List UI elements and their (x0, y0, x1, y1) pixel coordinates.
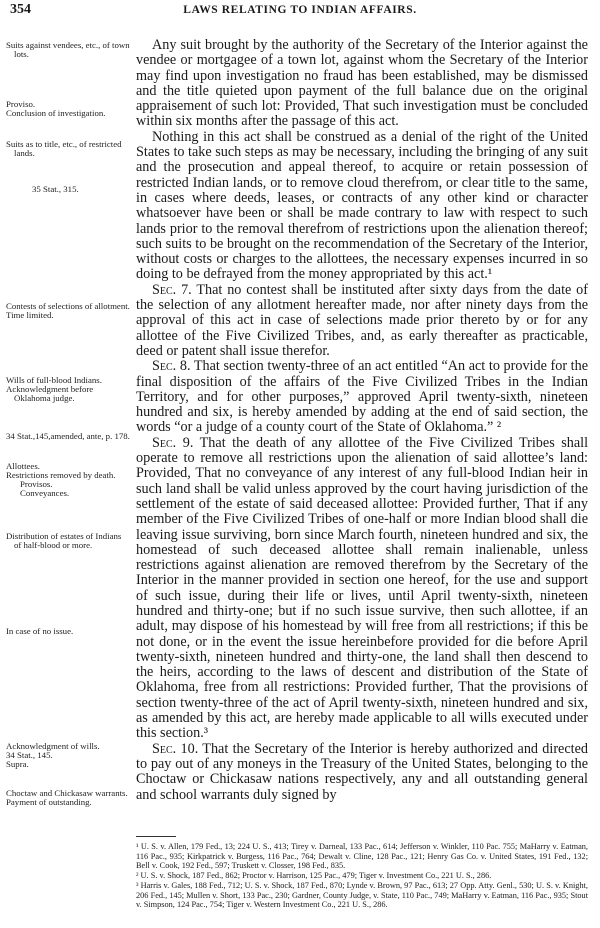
margin-note (6, 742, 130, 769)
section-label: Sec. 7. (152, 281, 192, 298)
paragraph (136, 359, 588, 435)
margin-note-line: Wills of full-blood Indians. (6, 375, 102, 385)
page-number: 354 (10, 2, 31, 17)
margin-note (6, 789, 130, 807)
margin-note (6, 627, 130, 636)
margin-note-line: 34 Stat.,145,amended, ante, p. 178. (6, 431, 130, 441)
margin-note-line: 35 Stat., 315. (32, 184, 79, 194)
paragraph-text: Nothing in this act shall be construed as a denial of the right of the United States to take such steps as may be necessary, including the bringing of any suit and the prosecution and appeal thereof, to acquire or retain possession of restricted Indian lands, or to remove cloud therefrom, or clear title to the same, in cases where deeds, leases, or contracts of any other kind or character whatsoever have been or shall be made contrary to law with respect to such lands prior to the removal therefrom of restrictions upon the alienation thereof; such suits to be brought on the recommendation of the Secretary of the Interior, without costs or charges to the allottees, the necessary expenses incurred in so doing to be defrayed from the money appropriated by this act.¹ (136, 128, 588, 283)
margin-note (6, 462, 130, 498)
margin-note (6, 532, 130, 550)
paragraph (136, 436, 588, 742)
paragraph-text: That the Secretary of the Interior is hereby authorized and directed to pay out of any moneys in the Treasury of the United States, belonging to the Choctaw or Chickasaw nations respectively, any and all outstanding general and school warrants duly signed by (136, 740, 588, 803)
margin-note (6, 302, 130, 320)
body-text (136, 38, 588, 803)
margin-note-line: Conveyances. (20, 488, 70, 498)
paragraph (136, 130, 588, 283)
margin-note-line: Contests of selections of allotment. (6, 301, 130, 311)
margin-note (6, 376, 130, 403)
footnote: ¹ U. S. v. Allen, 179 Fed., 13; 224 U. S., 413; Tirey v. Darneal, 133 Pac., 614; Jefferson v. Winkler, 110 Pac. 755; MaHarry v. Eatman, 116 Pac., 935; Kirkpatrick v. Burgess, 116 Pac., 764; Dewalt v. Cline, 128 Pac., 121; Henry Gas Co. v. United States, 191 Fed., 132; Bell v. Cook, 192 Fed., 597; Truskett v. Closser, 198 Fed., 835. (136, 842, 588, 871)
section-label: Sec. 10. (152, 740, 199, 757)
margin-note (6, 432, 130, 441)
margin-note-line: Time limited. (6, 310, 54, 320)
paragraph-text: That no contest shall be instituted after sixty days from the date of the selection of any allotment hereafter made, nor after ninety days from the approval of this act in case of selections made prior thereto by or for any allottee of the Five Civilized Tribes, and, as early thereafter as practicable, deed or patent shall issue therefor. (136, 281, 589, 359)
margin-note-line: Distribution of estates of Indians of half-blood or more. (6, 531, 122, 550)
paragraph (136, 742, 588, 803)
section-label: Sec. 8. (152, 358, 191, 375)
margin-note (6, 100, 130, 118)
footnote: ² U. S. v. Shock, 187 Fed., 862; Proctor v. Harrison, 125 Pac., 479; Tiger v. Investment Co., 221 U. S., 286. (136, 871, 492, 881)
margin-note (6, 41, 130, 59)
margin-note-line: Restrictions removed by death. (6, 470, 116, 480)
footnotes (136, 842, 588, 910)
margin-note-line: In case of no issue. (6, 626, 74, 636)
margin-note-line: Provisos. (20, 479, 53, 489)
margin-note-line: Acknowledgment of wills. (6, 741, 100, 751)
margin-note-line: Supra. (6, 759, 29, 769)
paragraph (136, 283, 588, 359)
margin-note-line: Allottees. (6, 461, 40, 471)
footnote-divider (136, 836, 176, 837)
margin-note-line: Conclusion of investigation. (6, 108, 106, 118)
margin-note-line: 34 Stat., 145. (6, 750, 53, 760)
paragraph-text: That the death of any allottee of the Five Civilized Tribes shall operate to remove all restrictions upon the alienation of said allottee’s land: Provided, That no conveyance of any interest of any full-blood Indian heir in such land shall be valid unless approved by the court having jurisdiction of the settlement of the estate of said deceased allottee: Provided further, That if any member of the Five Civilized Tribes of one-half or more Indian blood shall die leaving issue surviving, born since March fourth, nineteen hundred and six, the homestead of such deceased allottee shall remain inalienable, unless restrictions against alienation are removed therefrom by the Secretary of the Interior in the manner provided in section one hereof, for the use and support of such issue, during their life or lives, until April twenty-sixth, nineteen hundred and thirty-one; but if no such issue survive, then such allottee, if an adult, may dispose of his homestead by will free from all restrictions; if this be not done, or in the event the issue hereinbefore provided for die before April twenty-sixth, nineteen hundred and thirty-one, the land shall then descend to the heirs, according to the laws of descent and distribution of the State of Oklahoma, free from all restrictions: Provided further, That the provisions of section twenty-three of the act of April twenty-sixth, nineteen hundred and six, as amended by this act, are hereby made applicable to all wills executed under this section.³ (136, 434, 589, 742)
margin-note-line: Acknowledgment before Oklahoma judge. (6, 384, 94, 403)
footnote: ³ Harris v. Gales, 188 Fed., 712; U. S. v. Shock, 187 Fed., 870; Lynde v. Brown, 97 Pac., 613; 27 Opp. Atty. Genl., 530; U. S. v. Knight, 206 Fed., 145; Mullen v. Short, 133 Pac., 230; Gardner, County Judge, v. State, 110 Pac., 749; MaHarry v. Eatman, 116 Pac., 935; Stout v. Simpson, 124 Pac., 754; Tiger v. Western Investment Co., 221 U. S., 286. (136, 880, 588, 910)
margin-note-line: Choctaw and Chickasaw warrants. (6, 788, 128, 798)
margin-note-line: Proviso. (6, 99, 36, 109)
margin-note-line: Suits as to title, etc., of restricted lands. (6, 139, 122, 158)
margin-note (6, 140, 130, 158)
paragraph-text: Any suit brought by the authority of the Secretary of the Interior against the vendee or mortgagee of a town lot, against whom the Secretary of the Interior may find upon investigation no fraud has been established, may be dismissed and the title quieted upon payment of the full balance due on the original appraisement of such lot: Provided, That such investigation must be concluded within six months after the passage of this act. (136, 37, 588, 130)
section-label: Sec. 9. (152, 434, 194, 451)
page-header (10, 2, 590, 20)
paragraph (136, 38, 588, 130)
paragraph-text: That section twenty-three of an act entitled “An act to provide for the final disposition of the affairs of the Five Civilized Tribes in the Indian Territory, and for other purposes,” approved April twenty-sixth, nineteen hundred and six, is hereby amended by adding at the end of said section, the words “or a judge of a county court of the State of Oklahoma.” ² (136, 358, 589, 436)
margin-note-line: Suits against vendees, etc., of town lots. (6, 40, 130, 59)
margin-note-line: Payment of outstanding. (6, 797, 92, 807)
running-head: LAWS RELATING TO INDIAN AFFAIRS. (183, 4, 417, 16)
